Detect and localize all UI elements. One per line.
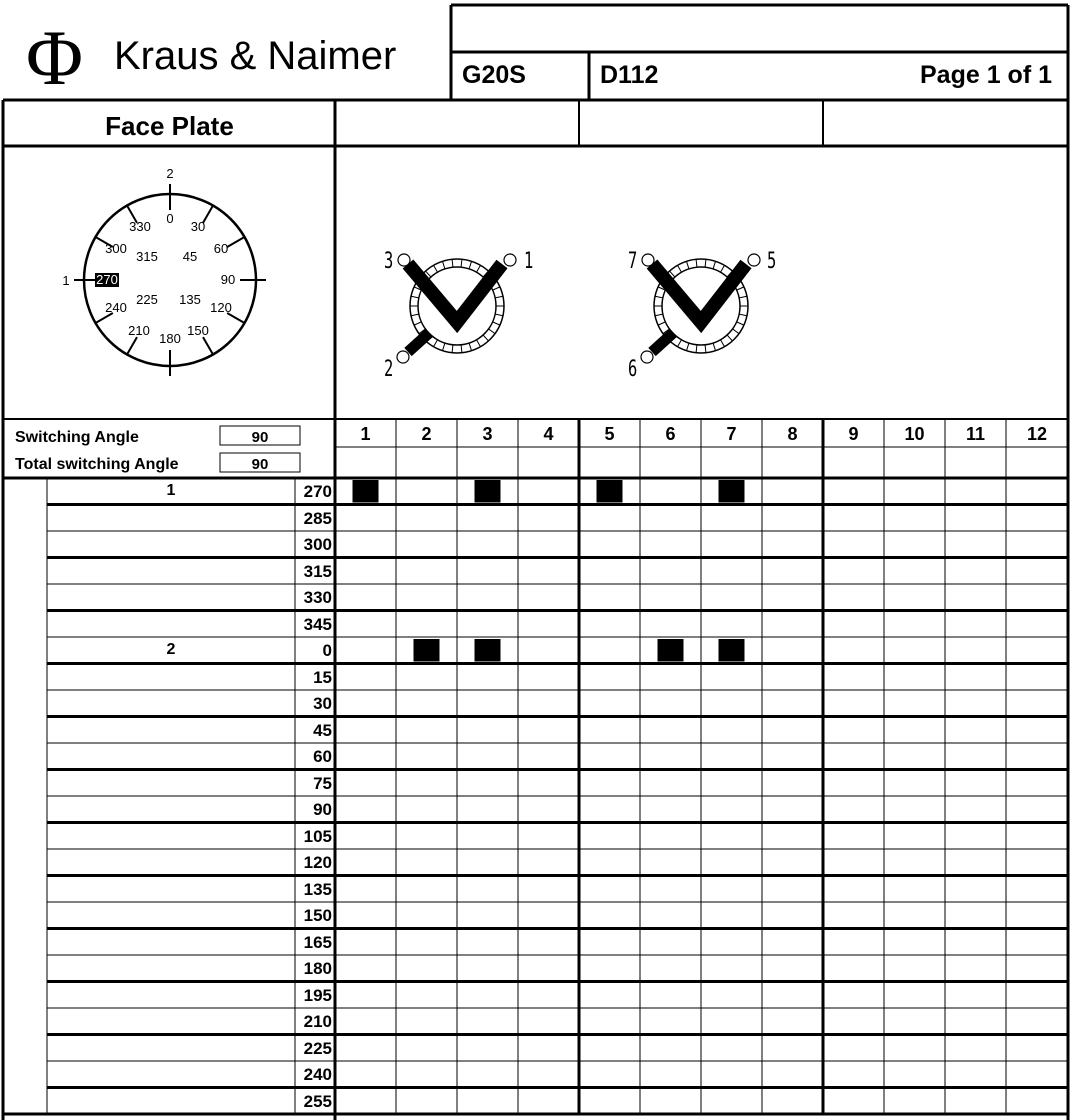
- dial-angle-label: 60: [213, 241, 229, 256]
- row-angle-label: 270: [303, 482, 332, 501]
- contact-closed-mark: [414, 639, 440, 662]
- contact-terminal: [504, 254, 516, 266]
- row-angle-label: 0: [322, 641, 332, 660]
- diagram-code: D112: [600, 61, 659, 89]
- row-angle-label: 195: [303, 985, 332, 1005]
- dial-angle-label: 300: [105, 241, 127, 256]
- switching-angle-value: 90: [251, 429, 269, 446]
- contact-terminal: [397, 351, 409, 363]
- contact-bridge: [408, 264, 502, 322]
- brand-name: Kraus & Naimer: [114, 34, 397, 78]
- dial-tick: [227, 237, 244, 247]
- dial-angle-label: 270: [96, 272, 118, 287]
- row-angle-label: 300: [303, 535, 332, 554]
- contact-label-2: 2: [383, 357, 394, 382]
- dial-angle-label: 120: [210, 300, 232, 315]
- row-angle-label: 105: [303, 826, 332, 846]
- dial-angle-label: 45: [182, 249, 198, 264]
- column-header-6: 6: [665, 424, 676, 444]
- row-angle-label: 165: [303, 932, 332, 952]
- total-angle-value: 90: [251, 456, 269, 473]
- row-angle-label: 345: [303, 614, 332, 634]
- row-angle-label: 60: [313, 747, 332, 766]
- logo-symbol: Φ: [26, 14, 84, 101]
- contact-diagram-left: [397, 254, 516, 363]
- row-angle-label: 180: [303, 959, 332, 978]
- row-angle-label: 120: [303, 853, 332, 872]
- row-angle-label: 45: [313, 720, 332, 740]
- column-header-3: 3: [482, 424, 493, 444]
- contact-closed-mark: [353, 480, 379, 503]
- column-header-4: 4: [543, 424, 554, 444]
- dial-angle-label: 315: [136, 249, 158, 264]
- contact-closed-mark: [719, 480, 745, 503]
- dial-angle-label: 330: [129, 219, 151, 234]
- contact-closed-mark: [475, 639, 501, 662]
- row-position-label: 1: [166, 482, 176, 499]
- contact-closed-mark: [597, 480, 623, 503]
- row-position-label: 2: [166, 641, 176, 658]
- row-angle-label: 15: [313, 667, 332, 687]
- contact-closed-mark: [719, 639, 745, 662]
- dial-angle-label: 180: [159, 331, 181, 346]
- column-header-7: 7: [726, 424, 737, 444]
- column-header-8: 8: [787, 424, 798, 444]
- row-angle-label: 285: [303, 508, 332, 528]
- column-header-11: 11: [965, 424, 986, 444]
- row-angle-label: 225: [303, 1038, 332, 1058]
- row-angle-label: 210: [303, 1012, 332, 1031]
- contact-terminal: [642, 254, 654, 266]
- contact-label-5: 5: [766, 249, 777, 274]
- contact-stub: [408, 333, 429, 352]
- contact-label-1: 1: [523, 249, 534, 274]
- row-angle-label: 240: [303, 1065, 332, 1084]
- dial-angle-label: 90: [220, 272, 236, 287]
- contact-label-6: 6: [627, 357, 638, 382]
- dial-angle-label: 135: [179, 292, 201, 307]
- dial-angle-label: 150: [187, 323, 209, 338]
- column-header-9: 9: [848, 424, 859, 444]
- dial-angle-label: 210: [128, 323, 150, 338]
- row-angle-label: 75: [313, 773, 332, 793]
- row-angle-label: 255: [303, 1091, 332, 1111]
- column-header-12: 12: [1026, 424, 1048, 444]
- dial-tick: [127, 337, 137, 354]
- dial-angle-label: 225: [136, 292, 158, 307]
- dial-position-left: 1: [62, 273, 70, 288]
- faceplate-title: Face Plate: [105, 111, 234, 141]
- switching-angle-label: Switching Angle: [15, 429, 139, 446]
- row-angle-label: 315: [303, 561, 332, 581]
- row-angle-label: 135: [303, 879, 332, 899]
- contact-bridge: [652, 264, 746, 322]
- contact-label-3: 3: [383, 249, 394, 274]
- dial-angle-label: 240: [105, 300, 127, 315]
- row-angle-label: 330: [303, 588, 332, 607]
- row-angle-label: 150: [303, 906, 332, 925]
- contact-closed-mark: [475, 480, 501, 503]
- model-code: G20S: [462, 61, 526, 89]
- contact-closed-mark: [658, 639, 684, 662]
- dial-position-top: 2: [166, 166, 174, 181]
- contact-terminal: [748, 254, 760, 266]
- faceplate-dial: [62, 166, 266, 376]
- dial-tick: [203, 337, 213, 354]
- contact-stub: [652, 333, 673, 352]
- page-number: Page 1 of 1: [920, 61, 1052, 89]
- column-header-10: 10: [904, 424, 925, 444]
- column-header-1: 1: [360, 424, 371, 444]
- contact-label-7: 7: [627, 249, 638, 274]
- contact-diagram-right: [641, 254, 760, 363]
- dial-angle-label: 0: [166, 211, 174, 226]
- row-angle-label: 90: [313, 800, 332, 819]
- row-angle-label: 30: [313, 694, 332, 713]
- column-header-5: 5: [604, 424, 615, 444]
- total-angle-label: Total switching Angle: [15, 456, 179, 473]
- dial-angle-label: 30: [190, 219, 206, 234]
- contact-terminal: [398, 254, 410, 266]
- column-header-2: 2: [421, 424, 432, 444]
- contact-terminal: [641, 351, 653, 363]
